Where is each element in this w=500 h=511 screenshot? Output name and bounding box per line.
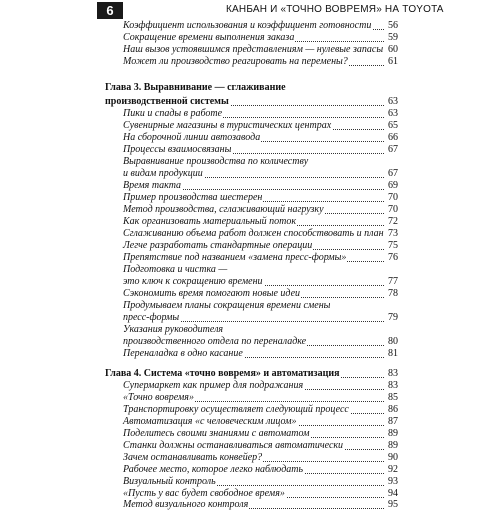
entry-page-number: 94 xyxy=(384,488,398,500)
entry-title: Коэффициент использования и коэффициент готовности xyxy=(123,20,372,31)
entry-page-number: 67 xyxy=(384,168,398,180)
toc-entry xyxy=(123,476,398,488)
chapter-entry xyxy=(105,96,398,108)
entry-page-number: 80 xyxy=(384,336,398,348)
toc-entry xyxy=(123,252,398,264)
toc-entry xyxy=(123,56,398,68)
toc-entry xyxy=(123,120,398,132)
entry-title: Рабочее место, которое легко наблюдать xyxy=(123,464,304,475)
toc-entry xyxy=(123,464,398,476)
toc-entry-line: Указания руководителя xyxy=(123,324,224,335)
entry-page-number: 63 xyxy=(384,108,398,120)
entry-title: Как организовать материальный поток xyxy=(123,216,297,227)
toc-entry-line: Выравнивание производства по количеству xyxy=(123,156,309,167)
toc-entry xyxy=(123,204,398,216)
entry-title: Пример производства шестерен xyxy=(123,192,263,203)
toc-entry-line: Продумываем планы сокращения времени смены xyxy=(123,300,331,311)
entry-page-number: 90 xyxy=(384,452,398,464)
entry-page-number: 92 xyxy=(384,464,398,476)
entry-title: пресс-формы xyxy=(123,312,180,323)
entry-title: «Пусть у вас будет свободное время» xyxy=(123,488,285,499)
toc-entry xyxy=(123,336,398,348)
toc-entry xyxy=(123,288,398,300)
toc-entry xyxy=(123,144,398,156)
entry-page-number: 93 xyxy=(384,476,398,488)
entry-page-number: 76 xyxy=(384,252,398,264)
toc-entry xyxy=(123,348,398,360)
toc-entry xyxy=(123,216,398,228)
running-title: КАНБАН И «ТОЧНО ВОВРЕМЯ» НА TOYOTA xyxy=(226,4,444,15)
toc-entry xyxy=(123,380,398,392)
entry-page-number: 75 xyxy=(384,240,398,252)
entry-page-number: 67 xyxy=(384,144,398,156)
entry-title: Сэкономить время помогают новые идеи xyxy=(123,288,301,299)
entry-title: Зачем останавливать конвейер? xyxy=(123,452,263,463)
toc-entry xyxy=(123,44,398,56)
entry-title: Сглаживанию объема работ должен способствовать и план xyxy=(123,228,384,239)
entry-title: Переналадка в одно касание xyxy=(123,348,243,359)
entry-title: и видам продукции xyxy=(123,168,203,179)
entry-page-number: 65 xyxy=(384,120,398,132)
toc-entry xyxy=(123,416,398,428)
entry-title: Наш вызов устоявшимся представлениям — нулевые запасы xyxy=(123,44,384,55)
entry-page-number: 66 xyxy=(384,132,398,144)
entry-title: производственного отдела по переналадке xyxy=(123,336,307,347)
entry-page-number: 61 xyxy=(384,56,398,68)
entry-page-number: 60 xyxy=(384,44,398,56)
page-number: 6 xyxy=(97,2,123,19)
toc-entry xyxy=(123,192,398,204)
toc-entry xyxy=(123,20,398,32)
entry-title: Глава 4. Система «точно вовремя» и автоматизация xyxy=(105,368,340,379)
entry-page-number: 83 xyxy=(384,368,398,380)
entry-page-number: 85 xyxy=(384,392,398,404)
entry-page-number: 72 xyxy=(384,216,398,228)
entry-page-number: 83 xyxy=(384,380,398,392)
entry-title: производственной системы xyxy=(105,96,229,107)
entry-page-number: 78 xyxy=(384,288,398,300)
toc-entry xyxy=(123,452,398,464)
entry-title: Метод визуального контроля xyxy=(123,499,249,510)
page-header xyxy=(0,0,500,18)
toc-entry xyxy=(123,32,398,44)
entry-page-number: 77 xyxy=(384,276,398,288)
entry-page-number: 86 xyxy=(384,404,398,416)
entry-title: Супермаркет как пример для подражания xyxy=(123,380,304,391)
toc-entry xyxy=(123,440,398,452)
toc-entry xyxy=(123,312,398,324)
entry-page-number: 73 xyxy=(384,228,398,240)
entry-title: Время такта xyxy=(123,180,182,191)
chapter-heading-line: Глава 3. Выравнивание — сглаживание xyxy=(105,82,286,93)
entry-page-number: 89 xyxy=(384,428,398,440)
toc-entry-line: Подготовка и чистка — xyxy=(123,264,228,275)
entry-page-number: 70 xyxy=(384,192,398,204)
toc-entry xyxy=(123,240,398,252)
entry-title: На сборочной линии автозавода xyxy=(123,132,261,143)
entry-page-number: 79 xyxy=(384,312,398,324)
entry-title: Пики и спады в работе xyxy=(123,108,223,119)
entry-title: Поделитесь своими знаниями с автоматом xyxy=(123,428,310,439)
chapter-entry xyxy=(105,368,398,380)
entry-title: Препятствие под названием «замена пресс-формы» xyxy=(123,252,347,263)
entry-title: Может ли производство реагировать на перемены? xyxy=(123,56,348,67)
entry-title: Метод производства, сглаживающий нагрузку xyxy=(123,204,324,215)
entry-page-number: 95 xyxy=(384,499,398,511)
entry-title: Транспортировку осуществляет следующий процесс xyxy=(123,404,349,415)
toc-entry xyxy=(123,108,398,120)
toc-entry xyxy=(123,180,398,192)
entry-title: Станки должны останавливаться автоматически xyxy=(123,440,344,451)
entry-title: это ключ к сокращению времени xyxy=(123,276,263,287)
entry-title: Сувенирные магазины в туристических центрах xyxy=(123,120,332,131)
entry-title: Легче разработать стандартные операции xyxy=(123,240,313,251)
toc-entry xyxy=(123,276,398,288)
toc-entry xyxy=(123,428,398,440)
entry-page-number: 56 xyxy=(384,20,398,32)
toc-entry xyxy=(123,228,398,240)
entry-page-number: 89 xyxy=(384,440,398,452)
entry-page-number: 70 xyxy=(384,204,398,216)
entry-title: Визуальный контроль xyxy=(123,476,216,487)
entry-title: Автоматизация «с человеческим лицом» xyxy=(123,416,297,427)
entry-title: «Точно вовремя» xyxy=(123,392,194,403)
entry-title: Процессы взаимосвязаны xyxy=(123,144,232,155)
entry-page-number: 59 xyxy=(384,32,398,44)
toc-entry xyxy=(123,499,398,511)
entry-page-number: 69 xyxy=(384,180,398,192)
entry-page-number: 81 xyxy=(384,348,398,360)
toc-entry xyxy=(123,404,398,416)
entry-page-number: 63 xyxy=(384,96,398,108)
toc-entry xyxy=(123,132,398,144)
toc-entry xyxy=(123,392,398,404)
toc-entry xyxy=(123,168,398,180)
entry-page-number: 87 xyxy=(384,416,398,428)
entry-title: Сокращение времени выполнения заказа xyxy=(123,32,295,43)
